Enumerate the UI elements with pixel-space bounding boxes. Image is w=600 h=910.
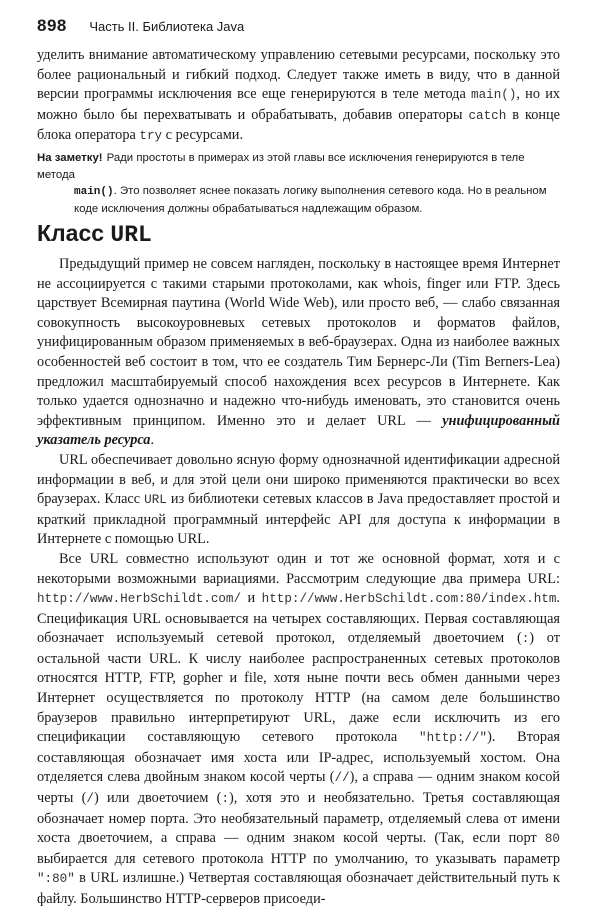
code-port-80: 80 [544, 832, 560, 847]
page-number: 898 [37, 16, 67, 35]
code-main: main() [471, 88, 517, 103]
note-text: На заметку! Ради простоты в примерах из этой главы все исключения генерируются в теле метода [37, 152, 525, 181]
note-label: На заметку! [37, 152, 103, 164]
note-box [37, 150, 564, 217]
running-title: Часть II. Библиотека Java [89, 19, 245, 34]
code-colon-2: : [221, 792, 230, 807]
code-catch: catch [468, 108, 507, 123]
code-colon: : [521, 632, 530, 647]
section-heading-code: URL [110, 222, 152, 248]
paragraph-1: Предыдущий пример не совсем нагляден, поскольку в настоящее время Интернет не ассоциируется с такими старыми протоколами, как whois, finger или FTP. Здесь царствует Всемирная паутина (World Wide Web), или просто веб, — слабо связанная совокупность высокоуровневых сетевых протоколов и форматов файлов, унифицированным образом применяемых в веб-браузерах. Одна из наиболее важных особенностей веб состоит в том, что ее создатель Тим Бернерс-Ли (Tim Berners-Lea) предложил масштабируемый способ нахождения всех ресурсов в Интернете. Как только удается однозначно и надежно что-нибудь именовать, это становится очень эффективным принципом. Именно это и делает URL — унифицированный указатель ресурса. [37, 256, 560, 449]
note-text-continued: main(). Это позволяет яснее показать логику выполнения сетевого кода. Но в реальном коде исключения должны обрабатываться надлежащим образом. [74, 185, 547, 215]
code-url-example-2: http://www.HerbSchildt.com:80/index.htm [261, 592, 557, 607]
code-url-example-1: http://www.HerbSchildt.com/ [37, 592, 242, 607]
code-port-param: ":80" [37, 872, 75, 887]
paragraph-3: Все URL совместно используют один и тот же основной формат, хотя и с некоторыми возможными вариациями. Рассмотрим следующие два примера URL: http://www.HerbSchildt.com/ и http://www.HerbSchildt.com:80/index.htm. Спецификация URL основывается на четырех составляющих. Первая составляющая обозначает используемый сетевой протокол, отделяемый двоеточием (:) от остальной части URL. К числу наиболее распространенных сетевых протоколов относятся HTTP, FTP, gopher и file, хотя ныне почти весь обмен данными через Интернет осуществляется по протоколу HTTP (на самом деле большинство браузеров правильно интерпретируют URL, даже если исключить из его спецификации составляющую сетевого протокола "http://"). Вторая составляющая обозначает имя хоста или IP-адрес, используемый хостом. Она отделяется слева двойным знаком косой черты (//), а справа — одним знаком косой черты (/) или двоеточием (:), хотя это и необязательно. Третья составляющая обозначает номер порта. Это необязательный параметр, отделяемый слева от имени хоста двоеточием, а справа — одним знаком косой черты. (Так, если порт 80 выбирается для сетевого протокола HTTP по умолчанию, то указывать параметр ":80" в URL излишне.) Четвертая составляющая обозначает действительный путь к файлу. Большинство HTTP-серверов присоеди- [37, 550, 561, 907]
intro-paragraph: уделить внимание автоматическому управлению сетевыми ресурсами, поскольку это более рациональный и гибкий подход. Следует также иметь в виду, что в данной версии программы исключения все еще генерируются в теле метода main(), но их можно было бы перехватывать и обрабатывать, добавив операторы catch в конце блока оператора try с ресурсами. [37, 47, 560, 144]
code-main-note: main() [74, 186, 114, 198]
page-header [37, 16, 570, 38]
code-http-prefix: "http://" [419, 731, 488, 746]
code-url-class: URL [144, 493, 167, 508]
code-slash: / [86, 792, 94, 807]
code-double-slash: // [334, 771, 350, 786]
section-heading: Класс URL [37, 220, 152, 248]
emphasis-term: унифицированный указатель ресурса [37, 412, 560, 449]
intro-text-block [37, 46, 560, 147]
section-body [37, 255, 560, 910]
paragraph-2: URL обеспечивает довольно ясную форму однозначной идентификации адресной информации в веб, и для этой цели они широко применяются практически во всех браузерах. Класс URL из библиотеки сетевых классов в Java предоставляет простой и краткий прикладной программный интерфейс API для доступа к информации в Интернете с помощью URL. [37, 451, 560, 548]
code-try: try [139, 129, 163, 144]
